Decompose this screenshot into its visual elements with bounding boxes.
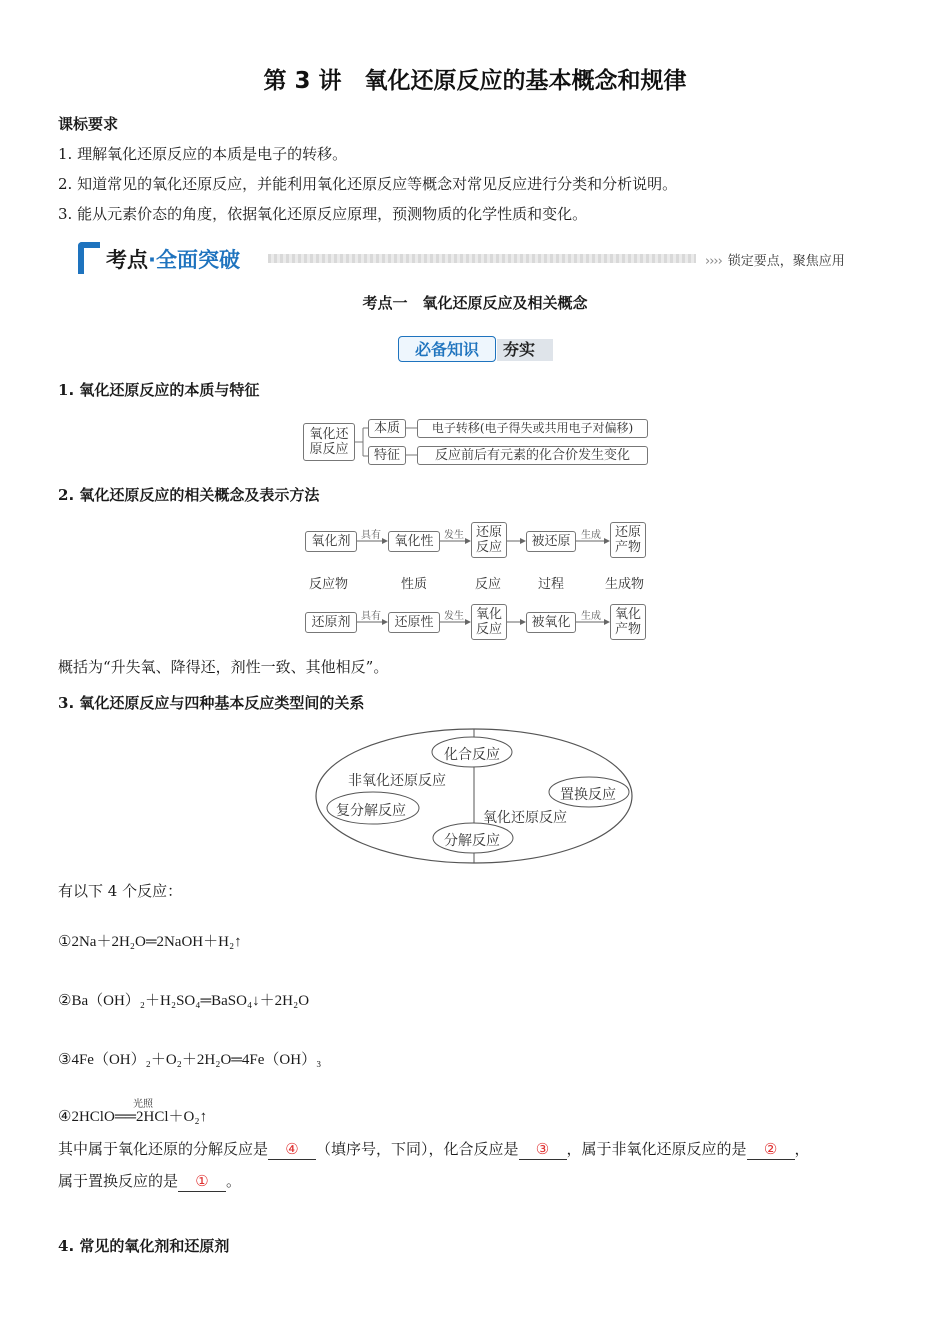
banner-title-sep: · [148, 248, 156, 272]
essence-label-box: 本质 [368, 419, 406, 438]
feature-label-box: 特征 [368, 446, 406, 465]
category-property: 性质 [401, 577, 428, 592]
category-product: 生成物 [605, 577, 645, 592]
category-reactant: 反应物 [309, 577, 349, 592]
curriculum-item-1: 1. 理解氧化还原反应的本质是电子的转移。 [58, 145, 348, 163]
question-line-1: 其中属于氧化还原的分解反应是 ④ （填序号，下同），化合反应是 ③ ，属于非氧化还原反应的是 ② ， [58, 1140, 810, 1158]
label-displacement: 置换反应 [560, 787, 616, 803]
oxidized-box: 被氧化 [526, 612, 576, 633]
banner-title [106, 244, 240, 274]
label-non-redox: 非氧化还原反应 [348, 773, 446, 789]
reducing-property-box: 还原性 [388, 612, 440, 633]
label-decomposition: 分解反应 [444, 833, 500, 849]
banner-tagline-text: 锁定要点，聚焦应用 [727, 254, 845, 269]
curriculum-heading: 课标要求 [58, 115, 119, 133]
feature-text-box: 反应前后有元素的化合价发生变化 [417, 446, 648, 465]
reaction-4-condition: 光照 [133, 1099, 153, 1110]
reduction-reaction-box: 还原 反应 [471, 522, 507, 558]
part1-heading: 1. 氧化还原反应的本质与特征 [58, 381, 260, 399]
arrow-label-have-bottom: 具有 [361, 611, 381, 622]
answer-blank-4[interactable]: ① [178, 1171, 226, 1192]
answer-blank-1[interactable]: ④ [268, 1139, 316, 1160]
oxidation-product-box: 氧化 产物 [610, 604, 646, 640]
badge-main: 必备知识 [398, 336, 496, 362]
label-redox: 氧化还原反应 [483, 810, 567, 826]
page-title: 第 3 讲 氧化还原反应的基本概念和规律 [263, 68, 687, 94]
category-process: 过程 [538, 577, 565, 592]
label-metathesis: 复分解反应 [336, 803, 406, 819]
part2-heading: 2. 氧化还原反应的相关概念及表示方法 [58, 486, 320, 504]
reduction-product-box: 还原 产物 [610, 522, 646, 558]
reduced-box: 被还原 [526, 531, 576, 552]
category-reaction: 反应 [475, 577, 502, 592]
reaction-3: ③4Fe（OH）₂＋O₂＋2H₂O═4Fe（OH）₃ [58, 1052, 322, 1068]
oxidation-reaction-box: 氧化 反应 [471, 604, 507, 640]
section-heading: 考点一 氧化还原反应及相关概念 [362, 294, 588, 312]
summary-line: 概括为“升失氧、降得还，剂性一致、其他相反”。 [58, 658, 389, 676]
curriculum-item-2: 2. 知道常见的氧化还原反应，并能利用氧化还原反应等概念对常见反应进行分类和分析说明。 [58, 175, 678, 193]
oxidant-box: 氧化剂 [305, 531, 357, 552]
reaction-1: ①2Na＋2H₂O═2NaOH＋H₂↑ [58, 934, 242, 950]
banner-title-b: 全面突破 [155, 248, 240, 272]
chevrons-icon: ›››› [705, 254, 722, 269]
reaction-4: ④2HClO══2HCl＋O₂↑ [58, 1109, 208, 1125]
oxidizing-property-box: 氧化性 [388, 531, 440, 552]
part4-heading: 4. 常见的氧化剂和还原剂 [58, 1237, 230, 1255]
reaction-2: ②Ba（OH）₂＋H₂SO₄═BaSO₄↓＋2H₂O [58, 993, 310, 1009]
banner-bracket-icon [78, 242, 100, 274]
arrow-label-occur-bottom: 发生 [444, 611, 464, 622]
banner-tagline [705, 250, 845, 269]
badge-tail: 夯实 [497, 339, 553, 361]
reactions-intro: 有以下 4 个反应： [58, 882, 183, 900]
answer-blank-2[interactable]: ③ [519, 1139, 567, 1160]
essence-text-box: 电子转移(电子得失或共用电子对偏移) [417, 419, 648, 438]
concept-arrows [300, 520, 660, 645]
arrow-label-produce-top: 生成 [581, 530, 601, 541]
arrow-label-produce-bottom: 生成 [581, 611, 601, 622]
curriculum-item-3: 3. 能从元素价态的角度，依据氧化还原反应原理，预测物质的化学性质和变化。 [58, 205, 588, 223]
root-box: 氧化还 原反应 [303, 423, 355, 461]
label-combination: 化合反应 [444, 747, 500, 763]
banner-stripe [268, 254, 696, 263]
arrow-label-have-top: 具有 [361, 530, 381, 541]
part3-heading: 3. 氧化还原反应与四种基本反应类型间的关系 [58, 694, 365, 712]
reductant-box: 还原剂 [305, 612, 357, 633]
banner-title-a: 考点 [106, 248, 148, 272]
arrow-label-occur-top: 发生 [444, 530, 464, 541]
answer-blank-3[interactable]: ② [747, 1139, 795, 1160]
question-line-2: 属于置换反应的是 ① 。 [58, 1172, 242, 1190]
